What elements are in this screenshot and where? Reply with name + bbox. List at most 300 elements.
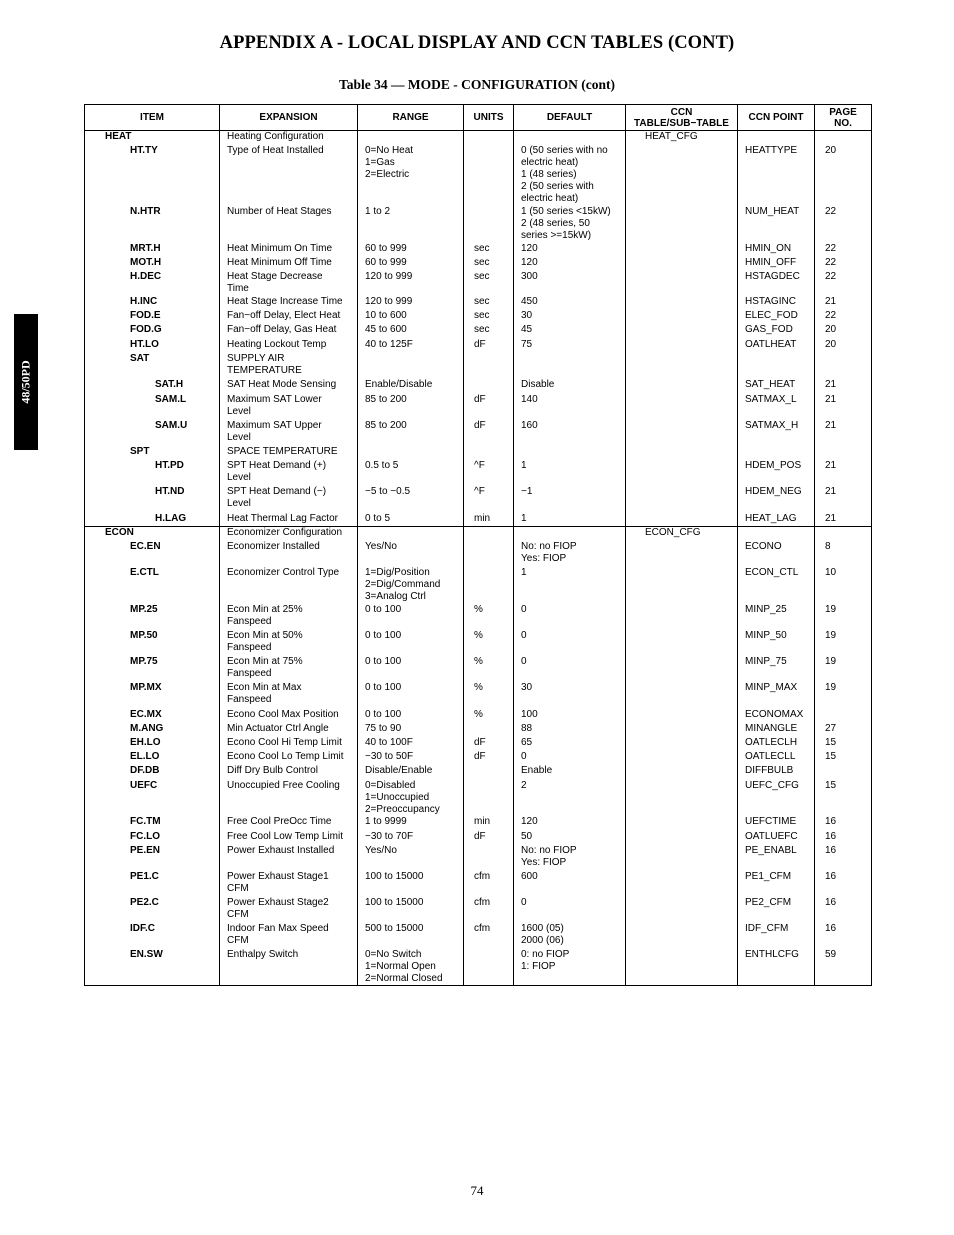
col-header-ccn-point: CCN POINT <box>738 105 815 131</box>
cell-item: FC.LO <box>85 831 220 845</box>
cell-ccn-point: UEFCTIME <box>738 816 815 831</box>
col-header-range: RANGE <box>358 105 464 131</box>
cell-units: min <box>464 513 514 527</box>
table-row <box>85 630 872 656</box>
cell-item: SPT <box>85 446 220 460</box>
cell-units: dF <box>464 394 514 420</box>
cell-item: MP.50 <box>85 630 220 656</box>
cell-item: UEFC <box>85 780 220 816</box>
cell-units <box>464 541 514 567</box>
cell-default: 120 <box>514 243 626 257</box>
cell-default: No: no FIOP Yes: FIOP <box>514 541 626 567</box>
cell-page <box>815 446 872 460</box>
cell-ccn-point: MINP_MAX <box>738 682 815 709</box>
cell-expansion: Econ Min at Max Fanspeed <box>220 682 358 709</box>
cell-page: 19 <box>815 682 872 709</box>
cell-units: % <box>464 709 514 723</box>
table-row <box>85 131 872 145</box>
cell-page: 16 <box>815 923 872 949</box>
cell-item: MOT.H <box>85 257 220 271</box>
cell-range: 85 to 200 <box>358 394 464 420</box>
cell-ccn-table <box>626 296 738 310</box>
page-title: APPENDIX A - LOCAL DISPLAY AND CCN TABLES (CONT) <box>219 33 735 53</box>
cell-page: 27 <box>815 723 872 737</box>
cell-default: 30 <box>514 310 626 324</box>
cell-ccn-point <box>738 527 815 541</box>
cell-ccn-point: OATLUEFC <box>738 831 815 845</box>
table-caption: Table 34 — MODE - CONFIGURATION (cont) <box>339 77 615 92</box>
cell-default: 0 <box>514 656 626 682</box>
cell-ccn-point: HMIN_ON <box>738 243 815 257</box>
table-row <box>85 243 872 257</box>
cell-expansion: SAT Heat Mode Sensing <box>220 379 358 394</box>
cell-ccn-point: HDEM_POS <box>738 460 815 486</box>
cell-units <box>464 446 514 460</box>
cell-expansion: Heat Minimum Off Time <box>220 257 358 271</box>
cell-units: min <box>464 816 514 831</box>
table-row <box>85 271 872 296</box>
cell-page: 15 <box>815 737 872 751</box>
cell-ccn-point: ECONO <box>738 541 815 567</box>
cell-expansion: SPACE TEMPERATURE <box>220 446 358 460</box>
cell-ccn-table <box>626 379 738 394</box>
cell-units <box>464 527 514 541</box>
cell-ccn-point: ENTHLCFG <box>738 949 815 986</box>
cell-expansion: Econo Cool Hi Temp Limit <box>220 737 358 751</box>
cell-item: HT.PD <box>85 460 220 486</box>
cell-units <box>464 206 514 243</box>
cell-default: 88 <box>514 723 626 737</box>
cell-ccn-point: MINP_75 <box>738 656 815 682</box>
cell-ccn-point <box>738 131 815 145</box>
cell-item: EC.MX <box>85 709 220 723</box>
table-row <box>85 296 872 310</box>
cell-expansion: Heat Thermal Lag Factor <box>220 513 358 527</box>
cell-range <box>358 353 464 379</box>
cell-page: 19 <box>815 604 872 630</box>
cell-item: MP.75 <box>85 656 220 682</box>
cell-expansion: Econ Min at 25% Fanspeed <box>220 604 358 630</box>
cell-expansion: Min Actuator Ctrl Angle <box>220 723 358 737</box>
cell-ccn-table <box>626 949 738 986</box>
col-header-item: ITEM <box>85 105 220 131</box>
cell-ccn-point: HEAT_LAG <box>738 513 815 527</box>
cell-ccn-table <box>626 831 738 845</box>
cell-ccn-point: HDEM_NEG <box>738 486 815 513</box>
table-row <box>85 656 872 682</box>
cell-ccn-point: PE1_CFM <box>738 871 815 897</box>
table-row <box>85 567 872 604</box>
cell-units: cfm <box>464 923 514 949</box>
cell-units: dF <box>464 420 514 446</box>
cell-default: 140 <box>514 394 626 420</box>
table-row <box>85 145 872 206</box>
table-row <box>85 737 872 751</box>
cell-units: sec <box>464 324 514 339</box>
cell-ccn-point: OATLECLL <box>738 751 815 765</box>
cell-default: 1 <box>514 513 626 527</box>
cell-range: 0 to 100 <box>358 682 464 709</box>
cell-ccn-point: SAT_HEAT <box>738 379 815 394</box>
cell-ccn-table <box>626 460 738 486</box>
cell-expansion: Maximum SAT Lower Level <box>220 394 358 420</box>
table-row <box>85 541 872 567</box>
cell-expansion: Heat Stage Increase Time <box>220 296 358 310</box>
table-row <box>85 949 872 986</box>
cell-page <box>815 527 872 541</box>
cell-ccn-point: IDF_CFM <box>738 923 815 949</box>
cell-page: 22 <box>815 310 872 324</box>
side-tab <box>14 314 38 450</box>
col-header-page-no: PAGE NO. <box>815 105 872 131</box>
cell-range: −30 to 70F <box>358 831 464 845</box>
table-row <box>85 379 872 394</box>
cell-page: 22 <box>815 206 872 243</box>
cell-expansion: Diff Dry Bulb Control <box>220 765 358 780</box>
table-row <box>85 353 872 379</box>
cell-page: 22 <box>815 257 872 271</box>
cell-ccn-point: HMIN_OFF <box>738 257 815 271</box>
cell-default <box>514 527 626 541</box>
cell-ccn-point: HSTAGINC <box>738 296 815 310</box>
cell-page <box>815 131 872 145</box>
cell-ccn-point: MINANGLE <box>738 723 815 737</box>
cell-item: N.HTR <box>85 206 220 243</box>
cell-page: 16 <box>815 871 872 897</box>
cell-default: 50 <box>514 831 626 845</box>
cell-range: 0 to 100 <box>358 656 464 682</box>
cell-item: ECON <box>85 527 220 541</box>
table-header-row <box>85 105 872 131</box>
cell-expansion: Number of Heat Stages <box>220 206 358 243</box>
cell-item: H.DEC <box>85 271 220 296</box>
cell-default: 1 <box>514 460 626 486</box>
table-row <box>85 871 872 897</box>
cell-units <box>464 131 514 145</box>
configuration-table <box>84 104 872 986</box>
cell-range: Enable/Disable <box>358 379 464 394</box>
cell-default: Enable <box>514 765 626 780</box>
cell-item: PE1.C <box>85 871 220 897</box>
cell-ccn-table <box>626 871 738 897</box>
cell-units: % <box>464 630 514 656</box>
cell-default: 75 <box>514 339 626 353</box>
cell-ccn-point: SATMAX_L <box>738 394 815 420</box>
cell-expansion: Indoor Fan Max Speed CFM <box>220 923 358 949</box>
cell-range: 0 to 5 <box>358 513 464 527</box>
cell-ccn-table <box>626 513 738 527</box>
cell-range: 1=Dig/Position 2=Dig/Command 3=Analog Ctrl <box>358 567 464 604</box>
cell-ccn-point: HEATTYPE <box>738 145 815 206</box>
cell-expansion: SPT Heat Demand (−) Level <box>220 486 358 513</box>
cell-item: MRT.H <box>85 243 220 257</box>
table-row <box>85 446 872 460</box>
cell-range <box>358 446 464 460</box>
cell-ccn-table <box>626 845 738 871</box>
table-row <box>85 513 872 527</box>
cell-ccn-table <box>626 394 738 420</box>
cell-page: 20 <box>815 324 872 339</box>
cell-ccn-table <box>626 206 738 243</box>
cell-units: ^F <box>464 486 514 513</box>
cell-expansion: Heat Minimum On Time <box>220 243 358 257</box>
cell-item: SAT.H <box>85 379 220 394</box>
cell-ccn-table <box>626 816 738 831</box>
cell-item: SAM.L <box>85 394 220 420</box>
cell-ccn-table <box>626 271 738 296</box>
cell-range: 120 to 999 <box>358 271 464 296</box>
cell-ccn-point: ECONOMAX <box>738 709 815 723</box>
cell-item: PE2.C <box>85 897 220 923</box>
cell-range: 40 to 125F <box>358 339 464 353</box>
cell-default <box>514 446 626 460</box>
cell-default: 0: no FIOP 1: FIOP <box>514 949 626 986</box>
cell-range: 0 to 100 <box>358 709 464 723</box>
table-row <box>85 460 872 486</box>
cell-range: 0 to 100 <box>358 630 464 656</box>
cell-units: sec <box>464 310 514 324</box>
cell-range: 60 to 999 <box>358 243 464 257</box>
cell-item: EH.LO <box>85 737 220 751</box>
cell-range: 85 to 200 <box>358 420 464 446</box>
cell-units <box>464 379 514 394</box>
cell-ccn-table <box>626 486 738 513</box>
cell-ccn-table <box>626 780 738 816</box>
cell-page: 15 <box>815 751 872 765</box>
cell-page: 21 <box>815 379 872 394</box>
cell-ccn-table <box>626 682 738 709</box>
cell-page <box>815 765 872 780</box>
cell-page <box>815 353 872 379</box>
cell-range: 120 to 999 <box>358 296 464 310</box>
cell-expansion: Fan−off Delay, Gas Heat <box>220 324 358 339</box>
cell-range: 0.5 to 5 <box>358 460 464 486</box>
cell-default: 65 <box>514 737 626 751</box>
cell-item: H.INC <box>85 296 220 310</box>
cell-default: 450 <box>514 296 626 310</box>
cell-ccn-table <box>626 257 738 271</box>
cell-item: HT.LO <box>85 339 220 353</box>
cell-default: 2 <box>514 780 626 816</box>
cell-expansion: Econo Cool Max Position <box>220 709 358 723</box>
cell-units: dF <box>464 737 514 751</box>
table-row <box>85 709 872 723</box>
cell-ccn-table <box>626 656 738 682</box>
cell-item: FOD.G <box>85 324 220 339</box>
cell-range: −5 to −0.5 <box>358 486 464 513</box>
table-row <box>85 845 872 871</box>
cell-ccn-table <box>626 723 738 737</box>
cell-item: EC.EN <box>85 541 220 567</box>
cell-default: 120 <box>514 816 626 831</box>
cell-range: 75 to 90 <box>358 723 464 737</box>
cell-expansion: Free Cool PreOcc Time <box>220 816 358 831</box>
cell-ccn-point <box>738 353 815 379</box>
cell-units <box>464 780 514 816</box>
cell-expansion: Fan−off Delay, Elect Heat <box>220 310 358 324</box>
cell-range: Yes/No <box>358 845 464 871</box>
cell-page: 16 <box>815 816 872 831</box>
cell-ccn-point: PE2_CFM <box>738 897 815 923</box>
cell-ccn-table <box>626 604 738 630</box>
cell-default: 1600 (05) 2000 (06) <box>514 923 626 949</box>
cell-item: PE.EN <box>85 845 220 871</box>
cell-expansion: Economizer Installed <box>220 541 358 567</box>
table-row <box>85 816 872 831</box>
table-row <box>85 394 872 420</box>
cell-range: 60 to 999 <box>358 257 464 271</box>
cell-page <box>815 709 872 723</box>
cell-default: 45 <box>514 324 626 339</box>
cell-ccn-point: GAS_FOD <box>738 324 815 339</box>
table-row <box>85 831 872 845</box>
cell-item: EL.LO <box>85 751 220 765</box>
cell-page: 20 <box>815 145 872 206</box>
cell-default: 0 <box>514 604 626 630</box>
cell-units: sec <box>464 296 514 310</box>
table-row <box>85 339 872 353</box>
table-row <box>85 486 872 513</box>
cell-default: 0 (50 series with no electric heat) 1 (48 series) 2 (50 series with electric heat) <box>514 145 626 206</box>
cell-item: DF.DB <box>85 765 220 780</box>
cell-units: dF <box>464 831 514 845</box>
table-row <box>85 310 872 324</box>
cell-range: 0=No Heat 1=Gas 2=Electric <box>358 145 464 206</box>
cell-ccn-table <box>626 420 738 446</box>
cell-range: 0=No Switch 1=Normal Open 2=Normal Closed <box>358 949 464 986</box>
cell-units <box>464 145 514 206</box>
cell-default: 100 <box>514 709 626 723</box>
side-tab-label: 48/50PD <box>18 360 33 404</box>
cell-page: 15 <box>815 780 872 816</box>
cell-units: sec <box>464 257 514 271</box>
cell-ccn-table <box>626 541 738 567</box>
cell-expansion: SPT Heat Demand (+) Level <box>220 460 358 486</box>
cell-units: cfm <box>464 897 514 923</box>
cell-ccn-point: ELEC_FOD <box>738 310 815 324</box>
cell-expansion: Type of Heat Installed <box>220 145 358 206</box>
cell-ccn-table <box>626 765 738 780</box>
cell-ccn-point: OATLHEAT <box>738 339 815 353</box>
cell-range: 500 to 15000 <box>358 923 464 949</box>
cell-default: 600 <box>514 871 626 897</box>
cell-range: 100 to 15000 <box>358 897 464 923</box>
cell-ccn-table <box>626 709 738 723</box>
table-row <box>85 780 872 816</box>
cell-units <box>464 567 514 604</box>
cell-default: 0 <box>514 630 626 656</box>
cell-item: HT.TY <box>85 145 220 206</box>
table-row <box>85 257 872 271</box>
cell-ccn-table <box>626 145 738 206</box>
cell-range: 0 to 100 <box>358 604 464 630</box>
cell-range: 1 to 9999 <box>358 816 464 831</box>
cell-ccn-table <box>626 446 738 460</box>
cell-default: 1 (50 series <15kW) 2 (48 series, 50 series >=15kW) <box>514 206 626 243</box>
cell-units: dF <box>464 751 514 765</box>
cell-ccn-table: HEAT_CFG <box>626 131 738 145</box>
cell-range: 40 to 100F <box>358 737 464 751</box>
cell-item: MP.25 <box>85 604 220 630</box>
table-row <box>85 527 872 541</box>
cell-ccn-table <box>626 897 738 923</box>
cell-page: 10 <box>815 567 872 604</box>
cell-expansion: Economizer Configuration <box>220 527 358 541</box>
table-row <box>85 682 872 709</box>
cell-range: Disable/Enable <box>358 765 464 780</box>
cell-expansion: Heat Stage Decrease Time <box>220 271 358 296</box>
cell-ccn-table <box>626 310 738 324</box>
cell-page: 16 <box>815 845 872 871</box>
cell-expansion: Enthalpy Switch <box>220 949 358 986</box>
cell-expansion: Econo Cool Lo Temp Limit <box>220 751 358 765</box>
cell-item: M.ANG <box>85 723 220 737</box>
cell-expansion: Power Exhaust Stage2 CFM <box>220 897 358 923</box>
table-row <box>85 324 872 339</box>
cell-range: Yes/No <box>358 541 464 567</box>
cell-item: E.CTL <box>85 567 220 604</box>
table-body <box>85 131 872 986</box>
cell-item: FC.TM <box>85 816 220 831</box>
cell-ccn-table <box>626 353 738 379</box>
cell-expansion: Economizer Control Type <box>220 567 358 604</box>
cell-ccn-point: MINP_50 <box>738 630 815 656</box>
cell-ccn-table <box>626 751 738 765</box>
cell-ccn-table: ECON_CFG <box>626 527 738 541</box>
cell-default: 120 <box>514 257 626 271</box>
cell-ccn-point: OATLECLH <box>738 737 815 751</box>
cell-page: 22 <box>815 243 872 257</box>
table-row <box>85 751 872 765</box>
cell-range: 10 to 600 <box>358 310 464 324</box>
cell-expansion: Power Exhaust Stage1 CFM <box>220 871 358 897</box>
cell-units <box>464 723 514 737</box>
cell-range: 1 to 2 <box>358 206 464 243</box>
cell-default <box>514 353 626 379</box>
cell-item: SAT <box>85 353 220 379</box>
cell-page: 22 <box>815 271 872 296</box>
cell-default: No: no FIOP Yes: FIOP <box>514 845 626 871</box>
table-row <box>85 765 872 780</box>
cell-units: cfm <box>464 871 514 897</box>
cell-units: % <box>464 656 514 682</box>
cell-item: HT.ND <box>85 486 220 513</box>
cell-ccn-point: UEFC_CFG <box>738 780 815 816</box>
cell-units <box>464 353 514 379</box>
cell-page: 21 <box>815 486 872 513</box>
cell-ccn-point: MINP_25 <box>738 604 815 630</box>
cell-units <box>464 845 514 871</box>
cell-ccn-point: PE_ENABL <box>738 845 815 871</box>
cell-ccn-table <box>626 339 738 353</box>
cell-expansion: Maximum SAT Upper Level <box>220 420 358 446</box>
cell-ccn-table <box>626 630 738 656</box>
cell-expansion: Heating Lockout Temp <box>220 339 358 353</box>
col-header-ccn-table: CCN TABLE/SUB−TABLE <box>626 105 738 131</box>
cell-units: % <box>464 604 514 630</box>
cell-ccn-table <box>626 243 738 257</box>
cell-item: MP.MX <box>85 682 220 709</box>
cell-page: 8 <box>815 541 872 567</box>
col-header-default: DEFAULT <box>514 105 626 131</box>
cell-page: 21 <box>815 513 872 527</box>
cell-expansion: Unoccupied Free Cooling <box>220 780 358 816</box>
cell-units <box>464 949 514 986</box>
page-number: 74 <box>470 1183 484 1198</box>
cell-default: 30 <box>514 682 626 709</box>
cell-expansion: Econ Min at 50% Fanspeed <box>220 630 358 656</box>
table-row <box>85 206 872 243</box>
